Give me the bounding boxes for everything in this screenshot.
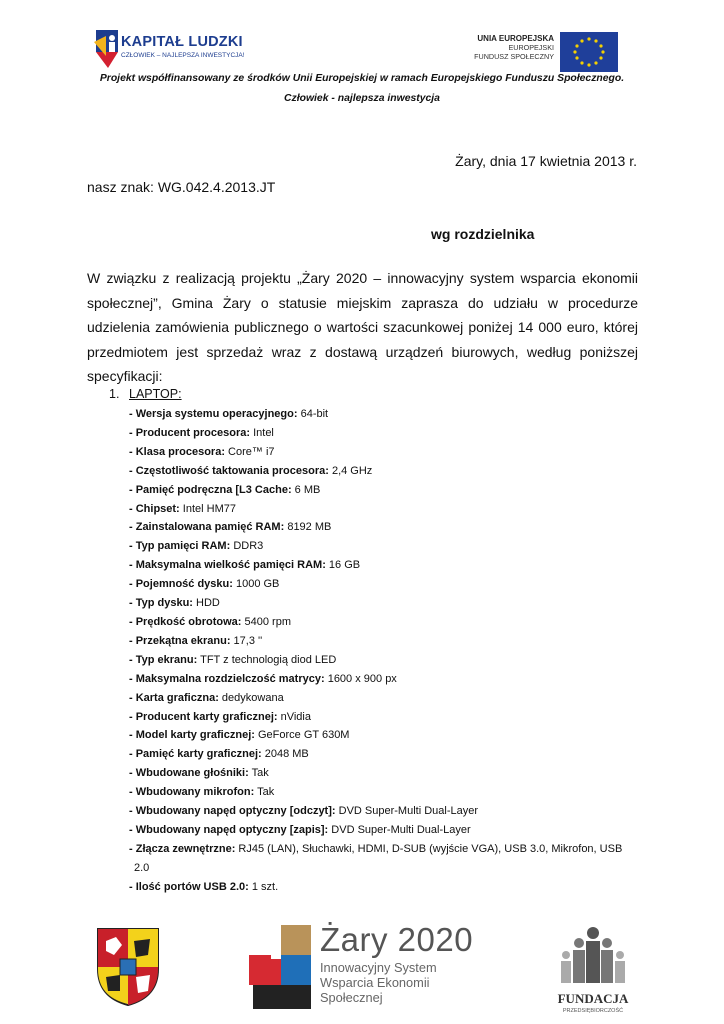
spec-item: - Wbudowany napęd optyczny [odczyt]: DVD Super-Multi Dual-Layer [129, 805, 478, 818]
zary-logo-line-3: Społecznej [320, 990, 383, 1005]
spec-item: - Wbudowany napęd optyczny [zapis]: DVD Super-Multi Dual-Layer [129, 823, 471, 836]
letter-date: Żary, dnia 17 kwietnia 2013 r. [455, 153, 637, 169]
item-number: 1. [109, 387, 120, 401]
spec-item: - Typ ekranu: TFT z technologią diod LED [129, 653, 337, 666]
letter-intro: W związku z realizacją projektu „Żary 2020 – innowacyjny system wsparcia ekonomii społecznej”, Gmina Żary o statusie miejskim zaprasza do udziału w procedurze udzielenia zamówienia publicznego o wartości szacunkowej poniżej 14 000 euro, której przedmiotem jest sprzedaż wraz z dostawą urządzeń biurowych, według poniższej specyfikacji: [87, 270, 638, 385]
spec-item: - Producent procesora: Intel [129, 426, 274, 439]
project-motto: Człowiek - najlepsza inwestycja [284, 93, 440, 104]
kl-logo-title: KAPITAŁ LUDZKI [121, 34, 243, 50]
spec-item: - Pamięć podręczna [L3 Cache: 6 MB [129, 483, 321, 496]
kl-logo-subtitle: CZŁOWIEK – NAJLEPSZA INWESTYCJA! [121, 52, 245, 59]
spec-item: - Zainstalowana pamięć RAM: 8192 MB [129, 521, 332, 534]
eu-line-1: UNIA EUROPEJSKA [477, 34, 554, 43]
spec-item: - Klasa procesora: Core™ i7 [129, 445, 275, 458]
spec-item: - Model karty graficznej: GeForce GT 630M [129, 729, 350, 742]
spec-item: - Ilość portów USB 2.0: 1 szt. [129, 880, 279, 893]
spec-item: - Wersja systemu operacyjnego: 64-bit [129, 408, 329, 420]
eu-line-3: FUNDUSZ SPOŁECZNY [474, 52, 554, 61]
spec-item: - Złącza zewnętrzne: RJ45 (LAN), Słuchawki, HDMI, D-SUB (wyjście VGA), USB 3.0, Mikrofon, USB 2.0 [129, 840, 649, 878]
coat-of-arms-icon [94, 925, 162, 1007]
eu-logo-text [462, 34, 554, 61]
spec-item: - Pojemność dysku: 1000 GB [129, 578, 280, 591]
zary-logo-title: Żary 2020 [320, 921, 474, 958]
spec-continuation: 2.0 [134, 861, 150, 874]
eu-line-2: EUROPEJSKI [508, 43, 554, 52]
spec-item: - Typ pamięci RAM: DDR3 [129, 540, 264, 553]
zary-logo-line-1: Innowacyjny System [320, 960, 437, 975]
spec-item: - Pamięć karty graficznej: 2048 MB [129, 748, 309, 761]
spec-list [129, 405, 649, 897]
fundacja-subtitle: PRZEDSIĘBIORCZOŚĆ [562, 1008, 624, 1014]
fundacja-name: FUNDACJA [557, 991, 629, 1006]
project-statement: Projekt współfinansowany ze środków Unii Europejskiej w ramach Europejskiego Funduszu Społecznego. [99, 73, 625, 84]
letter-recipient: wg rozdzielnika [431, 226, 535, 242]
item-title: LAPTOP: [129, 387, 182, 401]
spec-item: - Typ dysku: HDD [129, 597, 220, 610]
letter-reference: nasz znak: WG.042.4.2013.JT [87, 179, 276, 195]
spec-item: - Wbudowany mikrofon: Tak [129, 786, 275, 799]
spec-item: - Maksymalna rozdzielczość matrycy: 1600 x 900 px [129, 672, 397, 685]
spec-item: - Chipset: Intel HM77 [129, 502, 236, 515]
spec-item: - Wbudowane głośniki: Tak [129, 767, 269, 780]
spec-item: - Producent karty graficznej: nVidia [129, 710, 311, 723]
spec-item: - Prędkość obrotowa: 5400 rpm [129, 615, 291, 628]
spec-item: - Częstotliwość taktowania procesora: 2,4 GHz [129, 464, 373, 477]
spec-item: - Przekątna ekranu: 17,3 '' [129, 634, 263, 647]
spec-item: - Karta graficzna: dedykowana [129, 691, 284, 704]
zary-logo-line-2: Wsparcia Ekonomii [320, 975, 430, 990]
spec-item: - Maksymalna wielkość pamięci RAM: 16 GB [129, 559, 361, 572]
